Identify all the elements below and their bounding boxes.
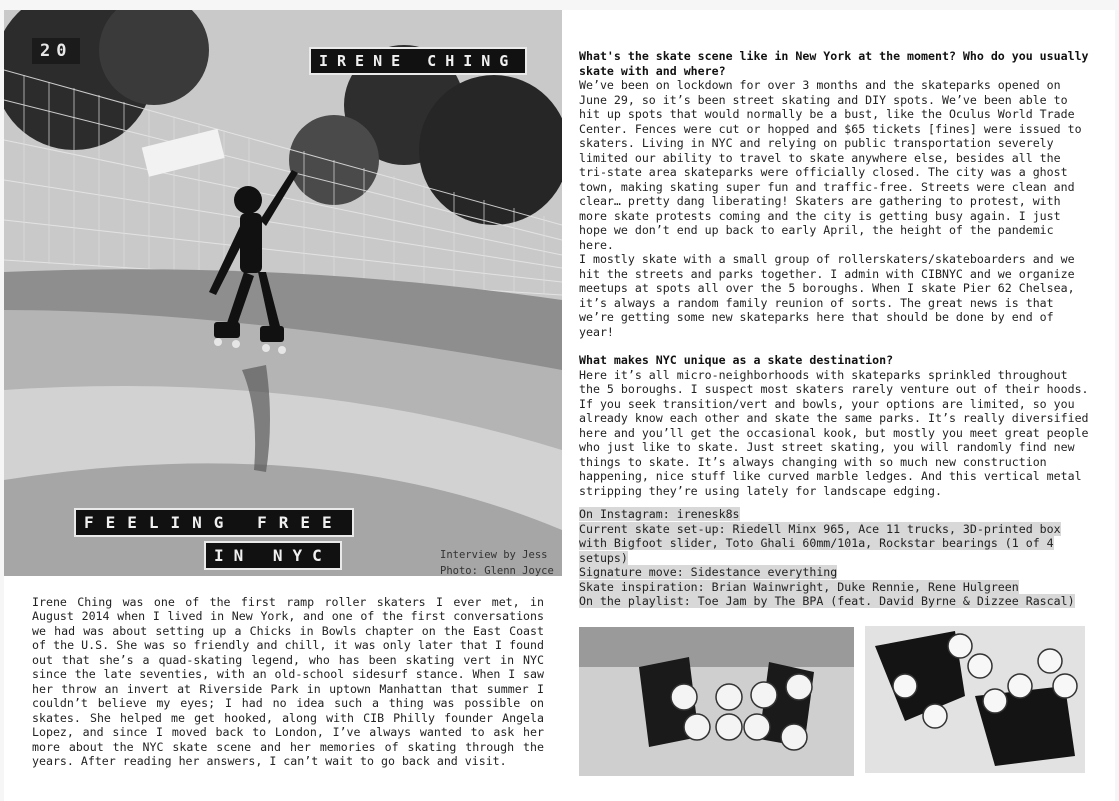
tagline-tape-2: IN NYC: [204, 541, 342, 570]
question-2: What makes NYC unique as a skate destination?: [579, 353, 894, 367]
interview-qa: [579, 49, 1091, 498]
skates-illustration-2: [865, 626, 1085, 773]
photo-credits: [440, 547, 554, 576]
skatepark-illustration: [4, 10, 562, 576]
fact-setup: Current skate set-up: Riedell Minx 965, Ace 11 trucks, 3D-printed box with Bigfoot slider, Toto Ghali 60mm/101a, Rockstar bearings (1 of 4 setups): [579, 521, 1061, 565]
answer-1-paragraph-2: I mostly skate with a small group of rollerskaters/skateboarders and we hit the streets and parks together. I admin with CIBNYC and we organize meetups at spots all over the 5 boroughs. When I skate Pier 62 Chelsea, it’s always a random family reunion of sorts. The great news is that we’re getting some new skateparks here that should be done by end of year!: [579, 252, 1075, 339]
interview-credit: Interview by Jess: [440, 549, 548, 561]
fact-inspiration: Skate inspiration: Brian Wainwright, Duke Rennie, Rene Hulgreen: [579, 579, 1019, 594]
fact-instagram: On Instagram: irenesk8s: [579, 507, 740, 521]
tagline-tape-1: FEELING FREE: [74, 508, 354, 537]
skates-photo-1: [579, 627, 854, 776]
skater-facts: [579, 507, 1091, 609]
skates-illustration-1: [579, 627, 854, 776]
fact-signature-move: Signature move: Sidestance everything: [579, 565, 838, 579]
intro-paragraph: Irene Ching was one of the first ramp roller skaters I ever met, in August 2014 when I lived in New York, and one of the first conversations we had was about setting up a Chicks in Bowls chapter on the East Coast of the U.S. She was so friendly and chill, it was only later that I found out that she’s a quad-skating legend, who has been skating vert in NYC since the late seventies, with an old-school sidesurf stance. When I saw her throw an invert at Riverside Park in uptown Manhattan that summer I couldn’t believe my eyes; I had no idea such a thing was possible on skates. She helped me get hooked, along with CIB Philly founder Angela Lopez, and since I moved back to London, I’ve always wanted to ask her more about the NYC skate scene and her memories of skating through the years. After reading her answers, I can’t wait to go back and visit.: [32, 594, 544, 769]
page-number: 20: [32, 38, 80, 64]
photo-credit: Photo: Glenn Joyce: [440, 565, 554, 576]
question-1: What's the skate scene like in New York at the moment? Who do you usually skate with and where?: [579, 49, 1089, 78]
skates-photo-2: [865, 626, 1085, 773]
name-title-tape: IRENE CHING: [309, 47, 527, 75]
fact-playlist: On the playlist: Toe Jam by The BPA (feat. David Byrne & Dizzee Rascal): [579, 594, 1075, 608]
hero-photo: [4, 10, 562, 576]
answer-2-paragraph-1: Here it’s all micro-neighborhoods with skateparks sprinkled throughout the 5 boroughs. I suspect most skaters rarely venture out of their hoods. If you seek transition/vert and bowls, your options are limited, so you already know each other and skate the same parks. It’s really diversified here and you’ll get the occasional kook, but mostly you meet great people who just like to skate. Just street skating, you will randomly find new things to skate. It’s always changing with so much new construction happening, nice stuff like curved marble ledges. And this vertical metal stripping they’re using lately for landscape edging.: [579, 367, 1089, 498]
answer-1-paragraph-1: We’ve been on lockdown for over 3 months and the skateparks opened on June 29, so it’s been street skating and DIY spots. We’ve been able to hit up spots that would normally be a bust, like the Oculus World Trade Center. Fences were cut or hopped and $65 tickets [fines] were issued to skaters. Living in NYC and relying on public transportation severely limited our ability to travel to skate anywhere else, besides all the tri-state area skateparks were officially closed. The city was a ghost town, making skating super fun and traffic-free. Streets were clean and clear… pretty dang liberating! Skaters are gathering to protest, with more skate protests coming and the city is getting busy again. I just hope we don’t end up back to early April, the height of the pandemic here.: [579, 78, 1082, 252]
